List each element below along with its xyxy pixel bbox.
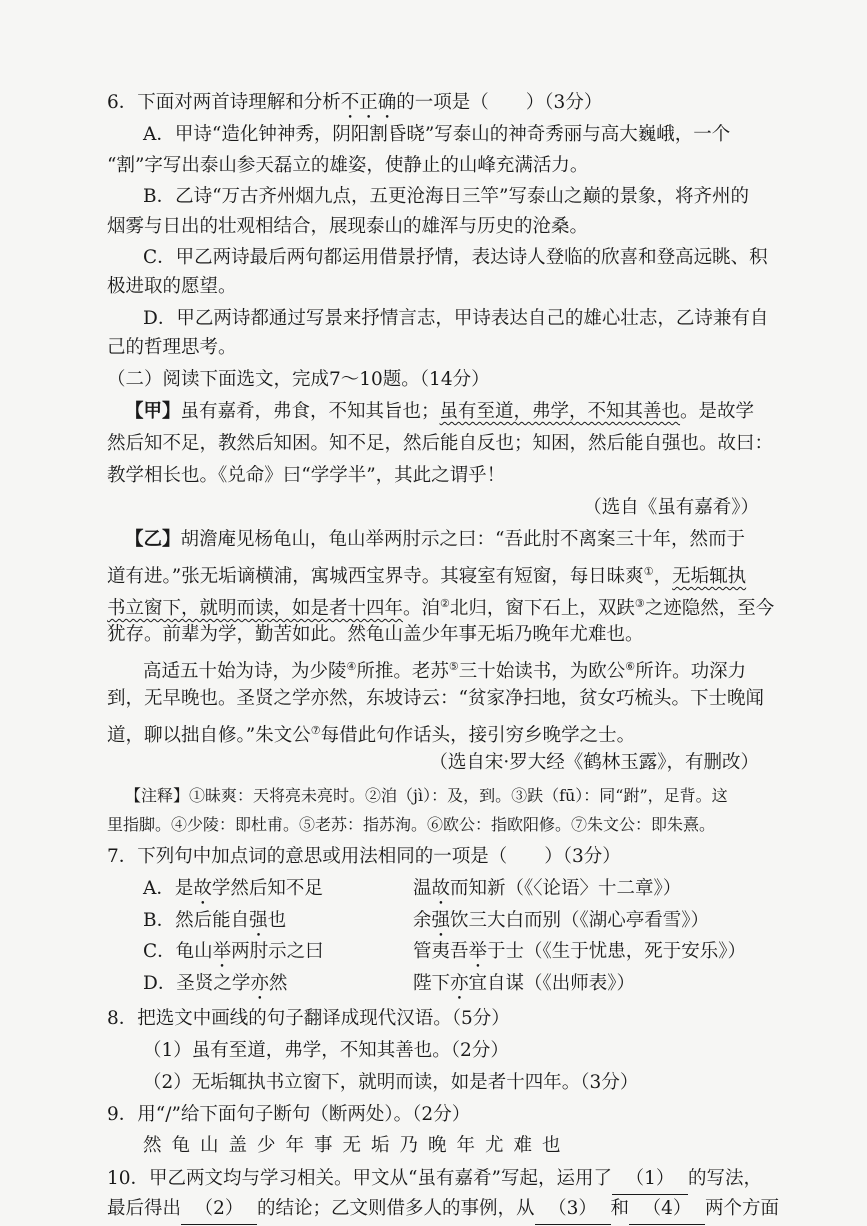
q10-line1: 10．甲乙两文均与学习相关。甲文从“虽有嘉肴”写起，运用了 （1） 的写法， [107,1164,762,1195]
passage-yi-tag: 【乙】 [125,529,181,550]
passage-jia-tag: 【甲】 [125,401,181,422]
notes-line1: 【注释】①昧爽：天将亮未亮时。②洎（jì）：及，到。③趺（fū）：同“跗”，足背。这 [125,786,728,805]
q7-stem: 7．下列句中加点词的意思或用法相同的一项是（ ）（3分） [107,846,621,867]
passage-yi-line4: 犹存。前辈为学，勤苦如此。然龟山盖少年事无垢乃晚年尤难也。 [107,624,644,645]
q7-option-left: A．是故学然后知不足 [143,878,323,899]
passage-jia-line2: 然后知不足，教然后知困。知不足，然后能自反也；知困，然后能自强也。故曰： [107,433,774,454]
q8-stem: 8．把选文中画线的句子翻译成现代汉语。（5分） [107,1008,510,1029]
passage-yi-line3: 书立窗下，就明而读，如是者十四年。洎②北归，窗下石上，双趺③之迹隐然，至今 [107,597,775,620]
passage-yi-source: （选自宋·罗大经《鹤林玉露》，有删改） [429,752,759,773]
q8-sentence-2: （2）无垢辄执书立窗下，就明而读，如是者十四年。（3分） [143,1072,639,1093]
q10-blank-2[interactable]: （2） [181,1194,257,1225]
q6-option-b-line2: 烟雾与日出的壮观相结合，展现泰山的雄浑与历史的沧桑。 [107,216,589,237]
passage-jia-line3: 教学相长也。《兑命》曰“学学半”，其此之谓乎！ [107,465,506,486]
q7-option-right: 余强饮三大白而别（《湖心亭看雪》） [413,910,710,931]
q10-blank-1[interactable]: （1） [612,1164,688,1195]
q7-option-right: 管夷吾举于士（《生于忧患，死于安乐》） [413,941,747,962]
q6-option-b-line1: B．乙诗“万古齐州烟九点，五更沧海日三竿”写泰山之巅的景象，将齐州的 [143,186,750,207]
q8-sentence-1: （1）虽有至道，弗学，不知其善也。（2分） [143,1040,509,1061]
passage-yi-line7: 道，聊以拙自修。”朱文公⑦每借此句作话头，接引穷乡晚学之士。 [107,724,636,747]
q7-option-left: D．圣贤之学亦然 [143,973,288,994]
notes-line2: 里指脚。④少陵：即杜甫。⑤老苏：指苏洵。⑥欧公：指欧阳修。⑦朱文公：即朱熹。 [107,815,716,834]
passage-jia-source: （选自《虽有嘉肴》） [583,497,759,518]
q7-option-right: 温故而知新（《〈论语〉十二章》） [413,878,682,899]
emphasis-not-correct: 不正确 [340,92,397,113]
q7-option-left: B．然后能自强也 [143,910,287,931]
q9-sentence: 然龟山盖少年事无垢乃晚年尤难也 [143,1135,571,1156]
q6-option-a-line2: “割”字写出泰山参天磊立的雄姿，使静止的山峰充满活力。 [107,155,589,176]
passage-jia-line1: 【甲】虽有嘉肴，弗食，不知其旨也；虽有至道，弗学，不知其善也。是故学 [125,401,755,422]
passage-yi-line2: 道有进。”张无垢谪横浦，寓城西宝界寺。其寝室有短窗，每日昧爽①，无垢辄执 [107,565,747,588]
q6-option-d-line1: D．甲乙两诗都通过写景来抒情言志，甲诗表达自己的雄心壮志，乙诗兼有自 [143,308,769,329]
section-2-heading: （二）阅读下面选文，完成7～10题。（14分） [107,369,490,390]
q6-option-d-line2: 己的哲理思考。 [107,337,237,358]
q6-option-a-line1: A．甲诗“造化钟神秀，阴阳割昏晓”写泰山的神奇秀丽与高大巍峨，一个 [143,124,731,145]
underlined-sentence-1: 虽有至道，弗学，不知其善也 [439,401,681,422]
q6-option-c-line1: C．甲乙两诗最后两句都运用借景抒情，表达诗人登临的欣喜和登高远眺、积 [143,247,768,268]
q10-blank-3[interactable]: （3） [535,1194,611,1225]
passage-yi-line6: 到，无早晚也。圣贤之学亦然，东坡诗云：“贫家净扫地，贫女巧梳头。下士晚闻 [107,688,764,709]
q9-stem: 9．用“/”给下面句子断句（断两处）。（2分） [107,1104,471,1125]
q6-option-c-line2: 极进取的愿望。 [107,276,237,297]
passage-yi-line1: 【乙】胡澹庵见杨龟山，龟山举两肘示之曰：“吾此肘不离案三十年，然而于 [125,529,745,550]
q7-option-right: 陛下亦宜自谋（《出师表》） [413,973,636,994]
q6-stem: 6．下面对两首诗理解和分析不正确的一项是（ ）（3分） [107,92,603,113]
passage-yi-line5: 高适五十始为诗，为少陵④所推。老苏⑤三十始读书，为欧公⑥所许。功深力 [143,660,747,683]
underlined-sentence-2a: 无垢辄执 [672,566,747,588]
q10-blank-4[interactable]: （4） [629,1194,705,1225]
q7-option-left: C．龟山举两肘示之曰 [143,941,324,962]
underlined-sentence-2b: 书立窗下，就明而读，如是者十四年 [107,598,404,620]
q10-line2: 最后得出 （2） 的结论；乙文则借多人的事例，从 （3） 和 （4） 两个方面 [107,1194,779,1225]
